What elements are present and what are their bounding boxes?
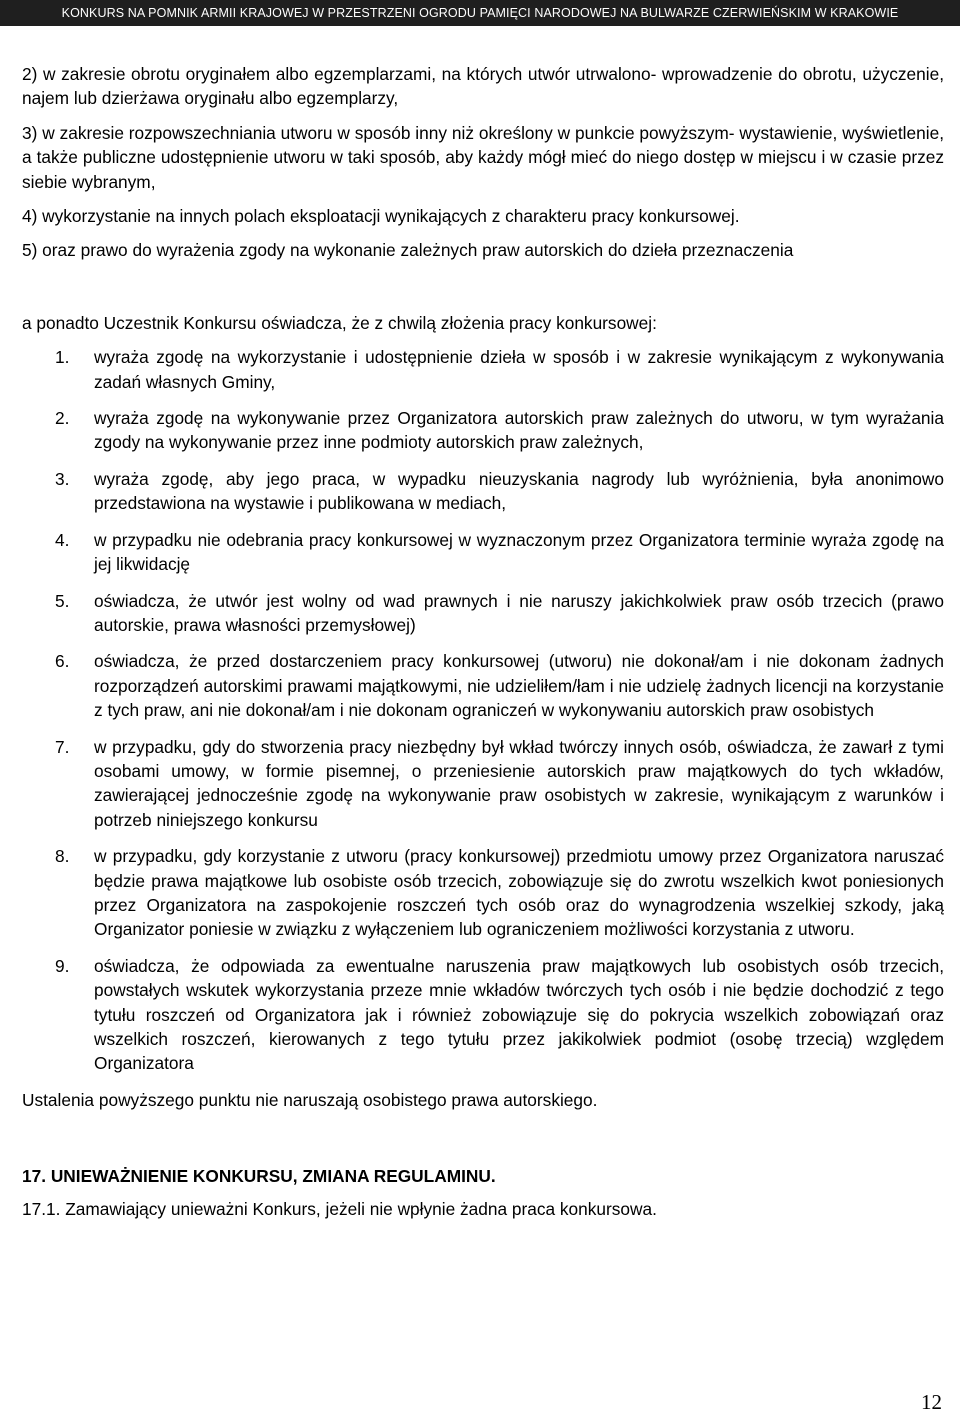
list-item [22, 406, 944, 455]
list-item-text: w przypadku, gdy do stworzenia pracy niezbędny był wkład twórczy innych osób, oświadcza, że zawarł z tymi osobami umowy, w formie pisemnej, o przeniesienie autorskich praw majątkowych do tych wkładów, zawierającej jednocześnie zgodę na wykonywanie praw osobistych w zakresie, wynikającym z warunków i potrzeb niniejszego konkursu [94, 736, 944, 830]
document-body [22, 62, 944, 1221]
list-item-text: wyraża zgodę na wykorzystanie i udostępnienie dzieła w sposób i w zakresie wynikającym z wykonywania zadań własnych Gminy, [94, 347, 944, 392]
list-item [22, 345, 944, 394]
section-clause: 17.1. Zamawiający unieważni Konkurs, jeżeli nie wpłynie żadna praca konkursowa. [22, 1198, 657, 1219]
list-item-number: 2. [55, 408, 70, 429]
list-item [22, 528, 944, 577]
list-item-text: wyraża zgodę na wykonywanie przez Organizatora autorskich praw zależnych do utworu, w tym wyrażania zgody na wykonywanie przez inne podmioty autorskich praw zależnych, [94, 408, 944, 453]
list-item-number: 4. [55, 529, 70, 550]
list-item-text: w przypadku, gdy korzystanie z utworu (pracy konkursowej) przedmiotu umowy przez Organizatora naruszać będzie prawa majątkowe lub osobiste osób trzecich, zobowiązuje się do zwrotu wszelkich kwot poniesionych przez Organizatora na zaspokojenie roszczeń tych osób oraz do wynagrodzenia wszelkiej szkody, jaką Organizator poniesie w związku z wyłączeniem lub ograniczeniem możliwości korzystania z utworu. [94, 846, 944, 940]
section-heading: 17. UNIEWAŻNIENIE KONKURSU, ZMIANA REGULAMINU. [22, 1166, 496, 1187]
list-item-number: 1. [55, 347, 70, 368]
declarations-list [22, 345, 944, 1076]
rights-item-4: 4) wykorzystanie na innych polach eksploatacji wynikających z charakteru pracy konkursowej. [22, 206, 740, 227]
page-number: 12 [921, 1390, 942, 1414]
list-item-text: oświadcza, że odpowiada za ewentualne naruszenia praw majątkowych lub osobistych osób trzecich, powstałych wskutek wykorzystania przeze mnie wkładów twórczych tych osób i nie będzie dochodzić z tego tytułu roszczeń od Organizatora jak i również zobowiązuje się do pokrycia wszelkich zobowiązań oraz wszelkich roszczeń, kierowanych z tego tytułu przez jakikolwiek podmiot (osobę trzecią) względem Organizatora [94, 955, 944, 1074]
declarations-intro: a ponadto Uczestnik Konkursu oświadcza, że z chwilą złożenia pracy konkursowej: [22, 312, 657, 333]
list-item-text: wyraża zgodę, aby jego praca, w wypadku nieuzyskania nagrody lub wyróżnienia, była anonimowo przedstawiona na wystawie i publikowana w mediach, [94, 468, 944, 514]
list-item-number: 3. [55, 468, 70, 489]
list-item [22, 735, 944, 833]
running-header [0, 0, 960, 26]
header-title: KONKURS NA POMNIK ARMII KRAJOWEJ W PRZESTRZENI OGRODU PAMIĘCI NARODOWEJ NA BULWARZE CZERWIEŃSKIM W KRAKOWIE [61, 6, 899, 20]
list-item [22, 649, 944, 722]
list-item-number: 5. [55, 590, 70, 611]
rights-item-3: 3) w zakresie rozpowszechniania utworu w sposób inny niż określony w punkcie powyższym- wystawienie, wyświetlenie, a także publiczne udostępnienie utworu w taki sposób, aby każdy mógł mieć do niego dostęp w miejscu i w czasie przez siebie wybranym, [22, 122, 944, 192]
list-item-number: 8. [55, 846, 70, 867]
list-item [22, 589, 944, 638]
rights-item-5: 5) oraz prawo do wyrażenia zgody na wykonanie zależnych praw autorskich do dzieła przeznaczenia [22, 240, 794, 261]
closing-statement: Ustalenia powyższego punktu nie naruszają osobistego prawa autorskiego. [22, 1089, 598, 1110]
list-item-text: w przypadku nie odebrania pracy konkursowej w wyznaczonym przez Organizatora terminie wyraża zgodę na jej likwidację [94, 529, 944, 575]
list-item [22, 844, 944, 942]
list-item [22, 954, 944, 1076]
list-item-number: 7. [55, 736, 70, 757]
list-item-text: oświadcza, że przed dostarczeniem pracy konkursowej (utworu) nie dokonał/am i nie dokonam żadnych rozporządzeń autorskimi prawami majątkowymi, nie udzieliłem/łam i nie udzielę żadnych licencji na korzystanie z tych praw, ani nie dokonał/am i nie dokonam ograniczeń w wykonywaniu autorskich praw osobistych [94, 651, 944, 721]
rights-item-2: 2) w zakresie obrotu oryginałem albo egzemplarzami, na których utwór utrwalono- wprowadzenie do obrotu, użyczenie, najem lub dzierżawa oryginału albo egzemplarzy, [22, 64, 944, 109]
list-item-number: 9. [55, 955, 70, 976]
list-item-number: 6. [55, 651, 70, 672]
list-item-text: oświadcza, że utwór jest wolny od wad prawnych i nie naruszy jakichkolwiek praw osób trzecich (prawo autorskie, prawa własności przemysłowej) [94, 590, 944, 635]
list-item [22, 467, 944, 516]
